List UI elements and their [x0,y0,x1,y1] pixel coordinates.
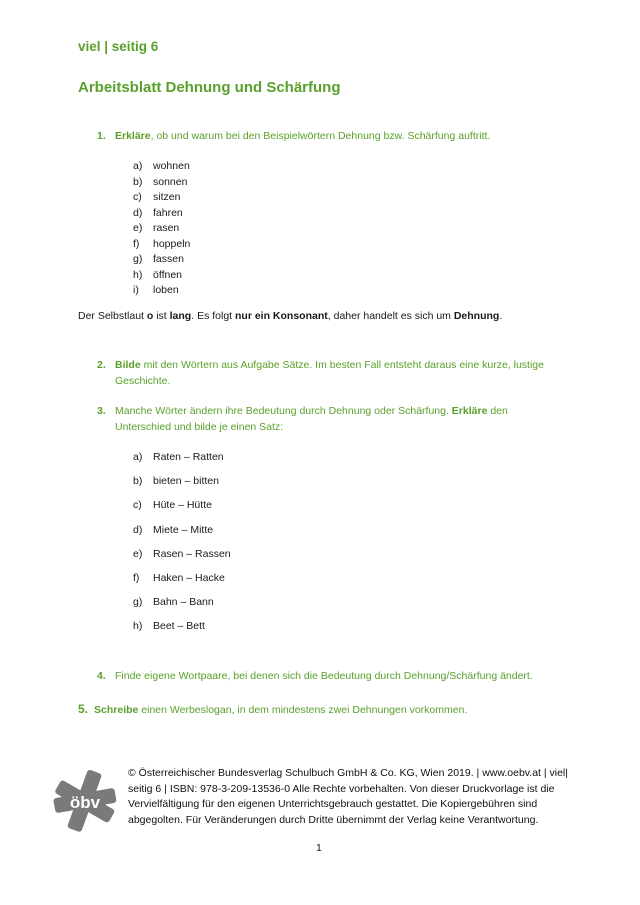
oebv-logo [52,768,118,834]
list-item-word: Rasen – Rassen [153,547,231,560]
task-4 [97,668,567,684]
task-4-number: 4. [97,670,106,682]
task-1 [97,128,517,144]
task-4-text: Finde eigene Wortpaare, bei denen sich die Bedeutung durch Dehnung/Schärfung ändert. [115,670,533,682]
task-3-number: 3. [97,405,106,417]
task-2-verb: Bilde [115,359,141,371]
list-item-letter: e) [133,222,143,234]
page-title: Arbeitsblatt Dehnung und Schärfung [78,79,341,96]
list-item-word: wohnen [153,160,190,172]
answer-text-2: ist [153,310,170,322]
task-2-text: mit den Wörtern aus Aufgabe Sätze. Im besten Fall entsteht daraus eine kurze, lustige Geschichte. [115,359,544,387]
list-item-word: Raten – Ratten [153,451,224,463]
logo-text: öbv [69,793,101,812]
task-1-text: , ob und warum bei den Beispielwörtern Dehnung bzw. Schärfung auftritt. [150,130,491,142]
list-item-letter: c) [133,191,142,203]
answer-bold-4: Dehnung [453,310,500,322]
list-item-letter: h) [133,268,143,281]
list-item-letter: d) [133,523,143,536]
list-item-word: loben [153,284,179,296]
answer-text-3: . Es folgt [191,310,236,322]
list-item-letter: e) [133,547,143,560]
page-header: viel | seitig 6 [78,39,159,54]
sample-answer [78,310,502,322]
list-item-word: sitzen [153,191,181,203]
page-number: 1 [316,842,322,854]
task-5-text: einen Werbeslogan, in dem mindestens zwei Dehnungen vorkommen. [138,704,468,716]
task-3 [97,403,537,435]
list-item-word: fahren [153,206,183,219]
list-item-letter: c) [133,499,142,512]
answer-text-1: Der Selbstlaut [78,310,147,322]
task-5-number: 5. [78,702,89,716]
answer-bold-1: o [146,310,154,322]
answer-text-4: , daher handelt es sich um [327,310,454,322]
list-item-word: Beet – Bett [153,620,205,633]
list-item-word: Hüte – Hütte [153,499,212,512]
task-3-text-1: Manche Wörter ändern ihre Bedeutung durch Dehnung oder Schärfung. [115,405,452,417]
list-item-letter: f) [133,571,140,584]
list-item-word: sonnen [153,175,188,188]
task-2-number: 2. [97,359,106,371]
answer-bold-2: lang [169,310,192,322]
list-item-word: Miete – Mitte [153,523,214,536]
task-2 [97,357,557,389]
list-item-letter: b) [133,475,143,488]
list-item-letter: d) [133,206,143,219]
list-item-letter: a) [133,160,143,172]
task-1-verb: Erkläre [115,130,151,142]
task-3-verb: Erkläre [451,405,488,417]
list-item-word: öffnen [153,268,183,281]
task-1-number: 1. [97,130,106,142]
list-item-letter: b) [133,175,143,188]
list-item-word: Bahn – Bann [153,596,214,609]
list-item-letter: i) [133,284,139,296]
list-item-word: rasen [153,222,180,234]
list-item-word: fassen [153,253,184,265]
answer-bold-3: nur ein Konsonant [235,310,328,322]
list-item-letter: a) [133,451,143,463]
list-item-letter: g) [133,596,143,609]
list-item-letter: g) [133,253,143,265]
list-item-letter: f) [133,237,140,250]
task-3-text-2: den Unterschied und bilde je einen Satz: [115,405,508,433]
list-item-word: hoppeln [153,237,191,250]
list-item-word: bieten – bitten [153,475,219,488]
list-item-letter: h) [133,620,143,633]
task-5-verb: Schreibe [94,704,139,716]
task-5 [78,702,467,716]
answer-text-5: . [499,310,503,322]
copyright-footer: © Österreichischer Bundesverlag Schulbuch GmbH & Co. KG, Wien 2019. | www.oebv.at | viel| seitig 6 | ISBN: 978-3-209-13536-0 Alle Rechte vorbehalten. Von dieser Druckvorlage ist die Vervielfältigung für den eigenen Unterrichtsgebrauch gestattet. Die Kopiergebühren sind abgegolten. Für Veränderungen durch Dritte übernimmt der Verlag keine Verantwortung. [128,767,568,826]
list-item-word: Haken – Hacke [153,571,225,584]
